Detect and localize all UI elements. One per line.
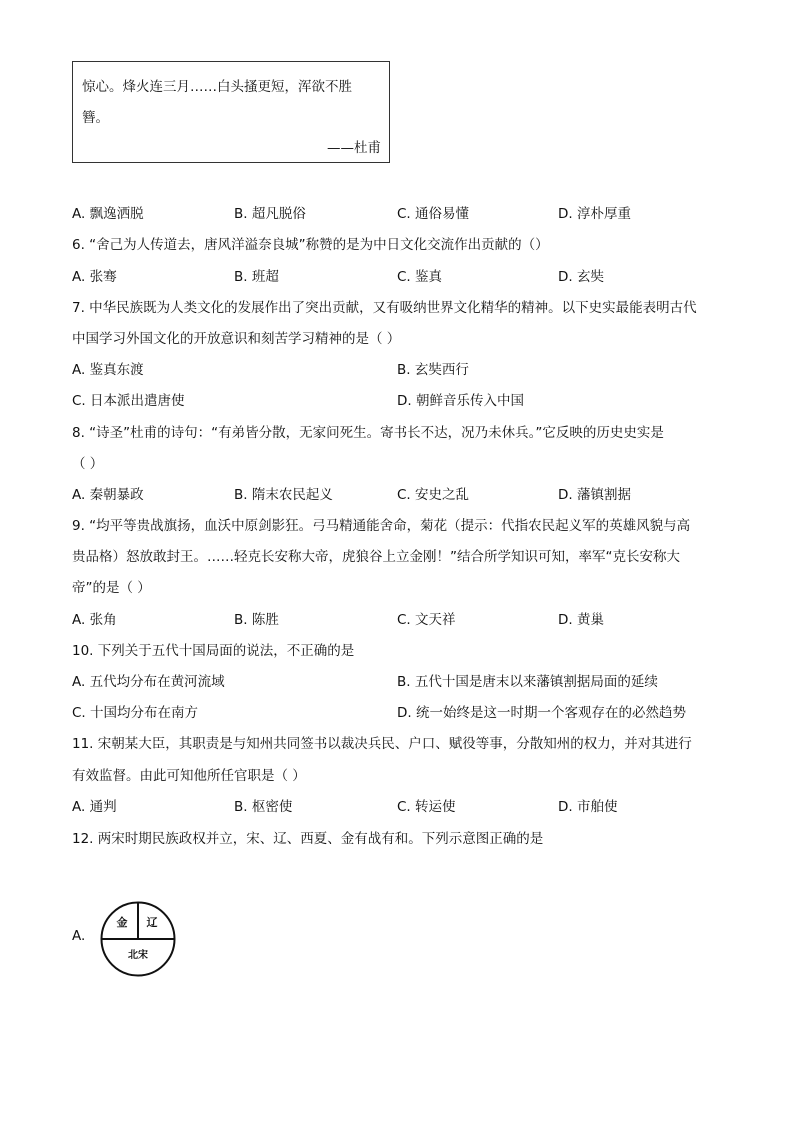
q8-stem-line-2: （ ）	[72, 456, 104, 472]
q5-option-c: C. 通俗易懂	[397, 206, 470, 222]
q8-option-a: A. 秦朝暴政	[72, 487, 144, 503]
q6-option-b: B. 班超	[234, 269, 279, 285]
q10-option-a: A. 五代均分布在黄河流域	[72, 674, 225, 690]
q5-option-d: D. 淳朴厚重	[558, 206, 631, 222]
q10-stem: 10. 下列关于五代十国局面的说法，不正确的是	[72, 643, 355, 659]
q8-option-b: B. 隋末农民起义	[234, 487, 333, 503]
q11-stem-line-2: 有效监督。由此可知他所任官职是（ ）	[72, 768, 306, 784]
poem-line-1: 惊心。烽火连三月……白头搔更短，浑欲不胜	[82, 79, 352, 95]
q8-stem-line-1: 8. “诗圣”杜甫的诗句：“有弟皆分散，无家问死生。寄书长不达，况乃未休兵。”它反映的历史史实是	[72, 425, 664, 441]
diagram-label-liao: 辽	[146, 916, 158, 929]
q6-option-c: C. 鉴真	[397, 269, 443, 285]
q9-stem-line-2: 贵品格）怒放敢封王。……轻克长安称大帝，虎狼谷上立金刚！”结合所学知识可知，率军“克长安称大	[72, 549, 680, 565]
q10-option-d: D. 统一始终是这一时期一个客观存在的必然趋势	[397, 705, 686, 721]
diagram-label-northern-song: 北宋	[128, 950, 148, 961]
q7-option-c: C. 日本派出遣唐使	[72, 393, 185, 409]
q11-option-b: B. 枢密使	[234, 799, 293, 815]
q6-stem: 6. “舍己为人传道去，唐风洋溢奈良城”称赞的是为中日文化交流作出贡献的（）	[72, 237, 549, 253]
q8-option-d: D. 藩镇割据	[558, 487, 631, 503]
q7-option-b: B. 玄奘西行	[397, 362, 469, 378]
diagram-label-jin: 金	[116, 916, 128, 929]
q9-option-c: C. 文天祥	[397, 612, 456, 628]
q8-option-c: C. 安史之乱	[397, 487, 470, 503]
poem-box	[72, 61, 390, 163]
q12-option-a-label: A.	[72, 928, 86, 944]
q9-stem-line-3: 帝”的是（ ）	[72, 580, 151, 596]
q5-option-b: B. 超凡脱俗	[234, 206, 306, 222]
q11-option-d: D. 市舶使	[558, 799, 618, 815]
q6-option-a: A. 张骞	[72, 269, 117, 285]
q9-option-d: D. 黄巢	[558, 612, 604, 628]
q10-option-b: B. 五代十国是唐末以来藩镇割据局面的延续	[397, 674, 658, 690]
q6-option-d: D. 玄奘	[558, 269, 604, 285]
q9-stem-line-1: 9. “均平等贵战旗扬，血沃中原剑影狂。弓马精通能舍命，菊花（提示：代指农民起义军的英雄风貌与高	[72, 518, 691, 534]
q7-stem-line-1: 7. 中华民族既为人类文化的发展作出了突出贡献，又有吸纳世界文化精华的精神。以下史实最能表明古代	[72, 300, 697, 316]
q7-option-a: A. 鉴真东渡	[72, 362, 144, 378]
q9-option-a: A. 张角	[72, 612, 117, 628]
q12-stem: 12. 两宋时期民族政权并立，宋、辽、西夏、金有战有和。下列示意图正确的是	[72, 831, 544, 847]
q11-option-a: A. 通判	[72, 799, 117, 815]
q12-option-a-diagram	[99, 900, 177, 978]
poem-line-2: 簪。	[82, 110, 109, 126]
q11-stem-line-1: 11. 宋朝某大臣，其职责是与知州共同签书以裁决兵民、户口、赋役等事，分散知州的权力，并对其进行	[72, 736, 692, 752]
q10-option-c: C. 十国均分布在南方	[72, 705, 199, 721]
q7-stem-line-2: 中国学习外国文化的开放意识和刻苦学习精神的是（ ）	[72, 331, 401, 347]
q7-option-d: D. 朝鲜音乐传入中国	[397, 393, 524, 409]
q9-option-b: B. 陈胜	[234, 612, 279, 628]
q11-option-c: C. 转运使	[397, 799, 456, 815]
q5-option-a: A. 飘逸洒脱	[72, 206, 144, 222]
poem-author: ——杜甫	[327, 140, 381, 156]
